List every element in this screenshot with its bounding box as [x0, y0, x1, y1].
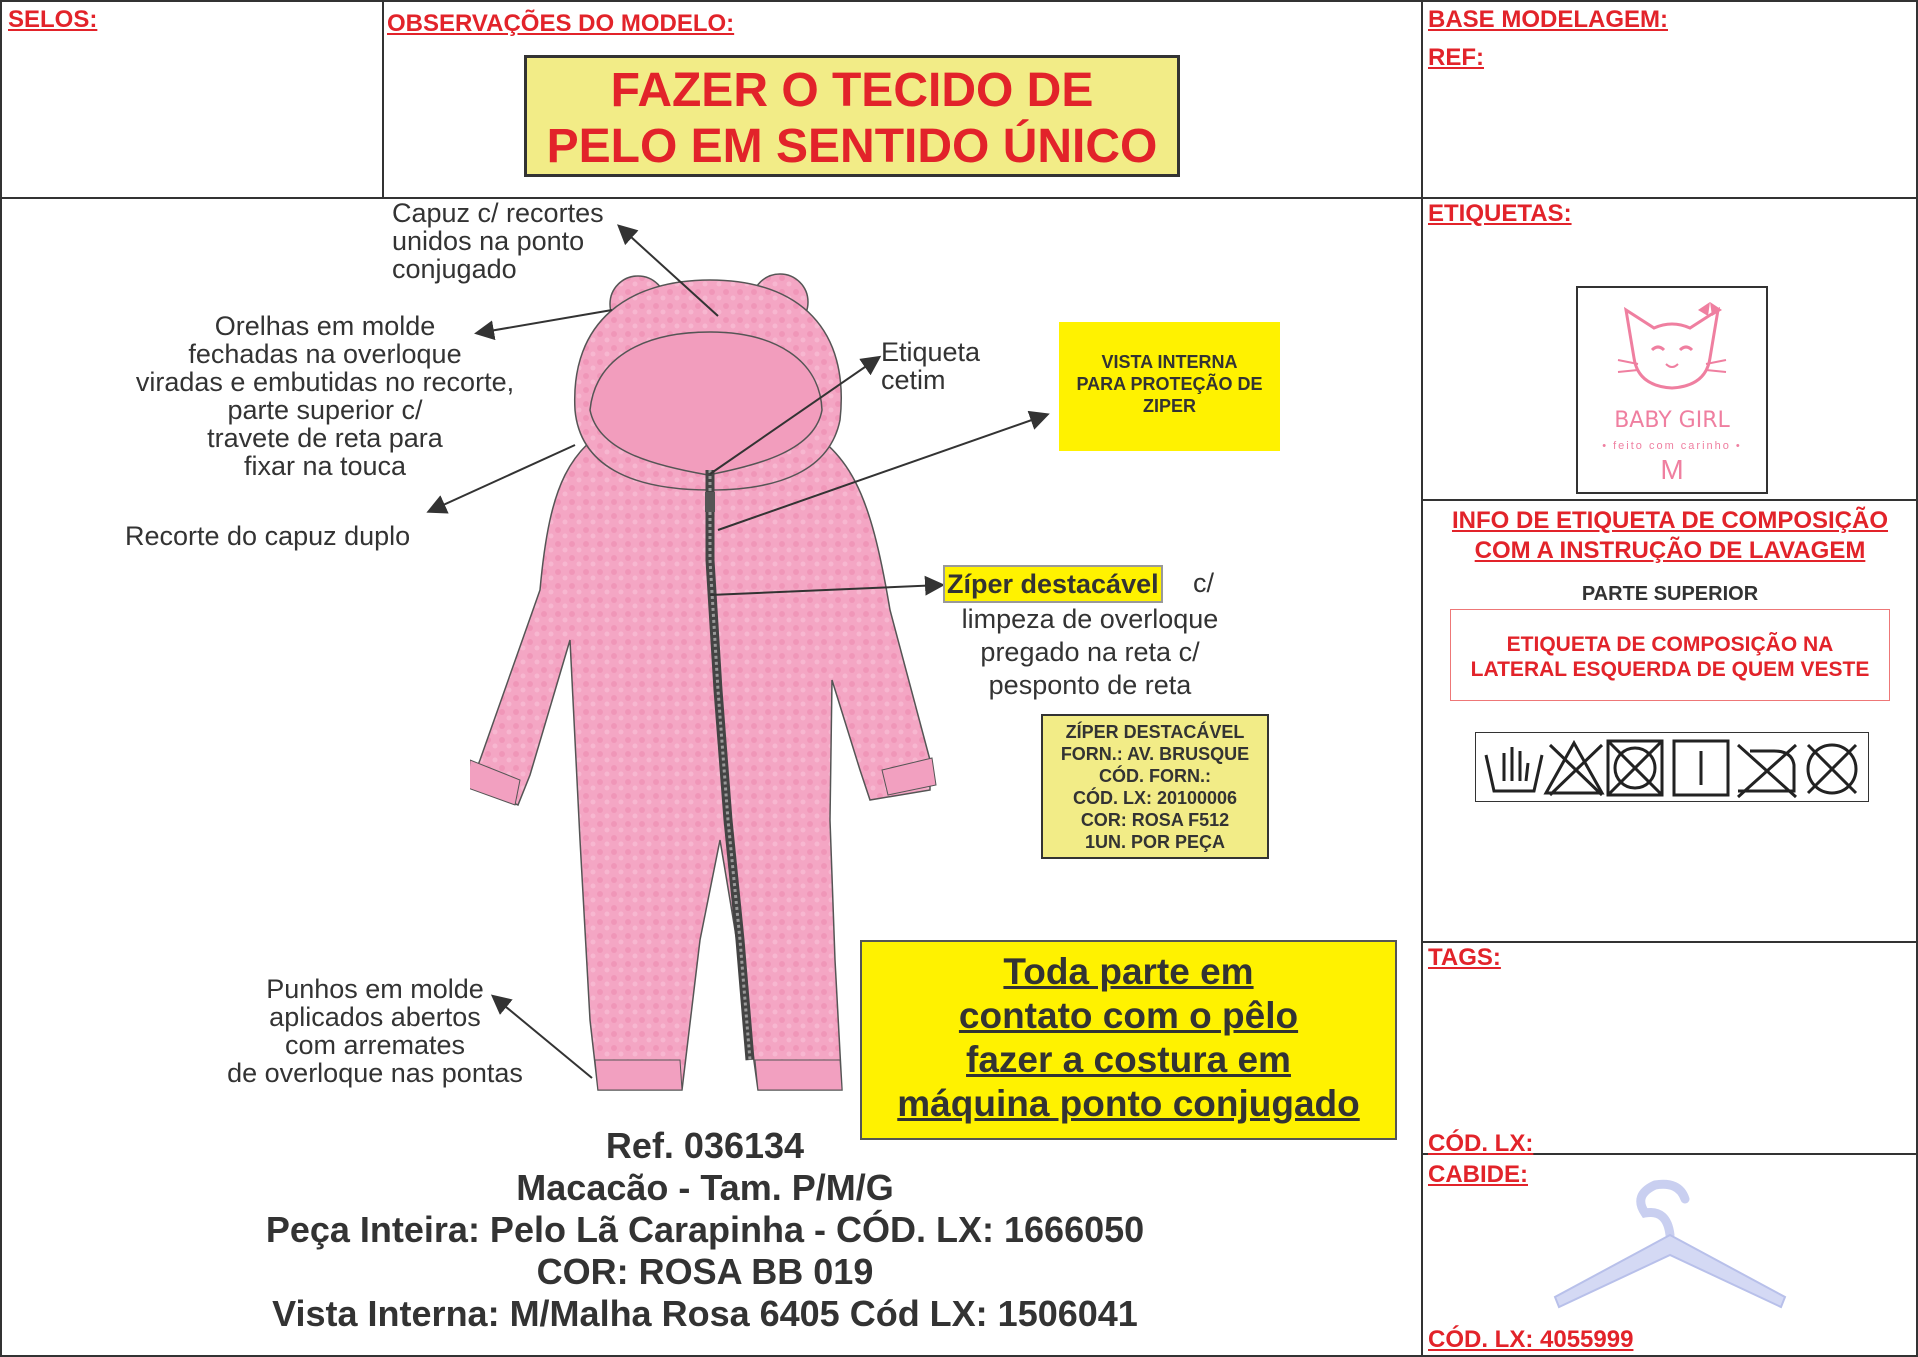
note-line: contato com o pêlo: [958, 995, 1299, 1036]
etiqueta-cetim-callout: [881, 338, 980, 394]
title-line: INFO DE ETIQUETA DE COMPOSIÇÃO: [1451, 507, 1889, 534]
note-line: Toda parte em: [1003, 951, 1254, 992]
no-dry-clean-icon: [1808, 745, 1856, 793]
cabide-label: CABIDE:: [1428, 1161, 1528, 1188]
footer-line: Peça Inteira: Pelo Lã Carapinha - CÓD. LX: 1666050: [265, 1209, 1145, 1250]
callout-line: com arremates: [284, 1030, 466, 1060]
punhos-callout: [205, 975, 545, 1087]
no-tumble-dry-icon: [1608, 741, 1662, 795]
info-line: FORN.: AV. BRUSQUE: [1060, 744, 1250, 764]
parte-superior-label: PARTE SUPERIOR: [1581, 583, 1759, 605]
footer-line: Vista Interna: M/Malha Rosa 6405 Cód LX: 1506041: [272, 1293, 1138, 1334]
note-line: fazer a costura em: [966, 1039, 1291, 1080]
info-line: COR: ROSA F512: [1080, 810, 1230, 830]
callout-line: viradas e embutidas no recorte,: [135, 367, 515, 397]
callout-line: unidos na ponto: [392, 226, 585, 256]
callout-line: pesponto de reta: [988, 670, 1192, 700]
ziper-info-box: [1041, 714, 1269, 859]
footer-line: COR: ROSA BB 019: [536, 1251, 874, 1292]
callout-line: de overloque nas pontas: [227, 1058, 523, 1088]
hanger-icon: [1545, 1175, 1795, 1315]
callout-line: aplicados abertos: [269, 1002, 481, 1032]
note-line: ZIPER: [1142, 396, 1196, 416]
vista-interna-note: [1059, 322, 1280, 451]
info-line: CÓD. LX: 20100006: [1072, 788, 1238, 808]
callout-line: limpeza de overloque: [961, 604, 1219, 634]
selos-label: SELOS:: [8, 6, 98, 33]
composition-title: [1425, 506, 1915, 566]
info-line: ZÍPER DESTACÁVEL: [1065, 722, 1245, 742]
tags-cod-lx-label: CÓD. LX:: [1428, 1130, 1534, 1157]
callout-line: Punhos em molde: [266, 974, 484, 1004]
tags-label: TAGS:: [1428, 944, 1501, 971]
ziper-callout: [940, 603, 1240, 702]
box-line: LATERAL ESQUERDA DE QUEM VESTE: [1470, 658, 1870, 681]
ref-label: REF:: [1428, 44, 1484, 71]
callout-line: pregado na reta c/: [980, 637, 1200, 667]
footer-line: Macacão - Tam. P/M/G: [516, 1167, 894, 1208]
hand-wash-icon: [1486, 747, 1542, 791]
line-dry-icon: [1674, 741, 1728, 795]
note-line: VISTA INTERNA: [1101, 352, 1238, 372]
contact-note: [860, 940, 1397, 1140]
brand-tagline: • feito com carinho •: [1602, 440, 1742, 452]
callout-line: Orelhas em molde: [214, 311, 436, 341]
box-line: ETIQUETA DE COMPOSIÇÃO NA: [1506, 633, 1834, 656]
recorte-callout: Recorte do capuz duplo: [125, 521, 411, 551]
size-mark: M: [1660, 454, 1684, 485]
care-symbols-row: [1476, 733, 1868, 801]
header-note-line: PELO EM SENTIDO ÚNICO: [546, 120, 1158, 173]
callout-line: travete de reta para: [207, 423, 443, 453]
observacoes-label: OBSERVAÇÕES DO MODELO:: [387, 10, 735, 37]
composition-label-box: [1450, 609, 1890, 701]
base-modelagem-label: BASE MODELAGEM:: [1428, 6, 1668, 33]
ziper-callout-suffix: c/: [1193, 568, 1215, 598]
label-tag: [1576, 286, 1768, 494]
etiquetas-label: ETIQUETAS:: [1428, 200, 1572, 227]
no-iron-icon: [1738, 745, 1796, 797]
cat-logo-icon: [1578, 288, 1766, 408]
no-bleach-icon: [1546, 743, 1602, 795]
callout-line: fixar na touca: [243, 451, 407, 481]
info-line: CÓD. FORN.:: [1099, 766, 1211, 786]
spec-footer: [200, 1125, 1210, 1335]
capuz-callout: [392, 199, 604, 283]
orelhas-callout: [110, 312, 540, 480]
note-line: PARA PROTEÇÃO DE: [1076, 374, 1263, 394]
cabide-cod-lx-label: CÓD. LX: 4055999: [1428, 1326, 1634, 1353]
callout-line: cetim: [881, 365, 946, 395]
title-line: COM A INSTRUÇÃO DE LAVAGEM: [1474, 537, 1866, 564]
header-note-line: FAZER O TECIDO DE: [610, 64, 1094, 117]
callout-line: fechadas na overloque: [188, 339, 462, 369]
brand-name: BABY GIRL: [1614, 408, 1730, 433]
note-line: máquina ponto conjugado: [897, 1083, 1360, 1124]
callout-line: Capuz c/ recortes: [392, 198, 604, 228]
callout-line: parte superior c/: [227, 395, 423, 425]
callout-line: conjugado: [392, 254, 517, 284]
info-line: 1UN. POR PEÇA: [1084, 832, 1226, 852]
footer-line: Ref. 036134: [605, 1125, 805, 1166]
ziper-highlight: Zíper destacável: [943, 565, 1163, 603]
care-symbols: [1475, 732, 1869, 802]
callout-line: Etiqueta: [881, 337, 981, 367]
